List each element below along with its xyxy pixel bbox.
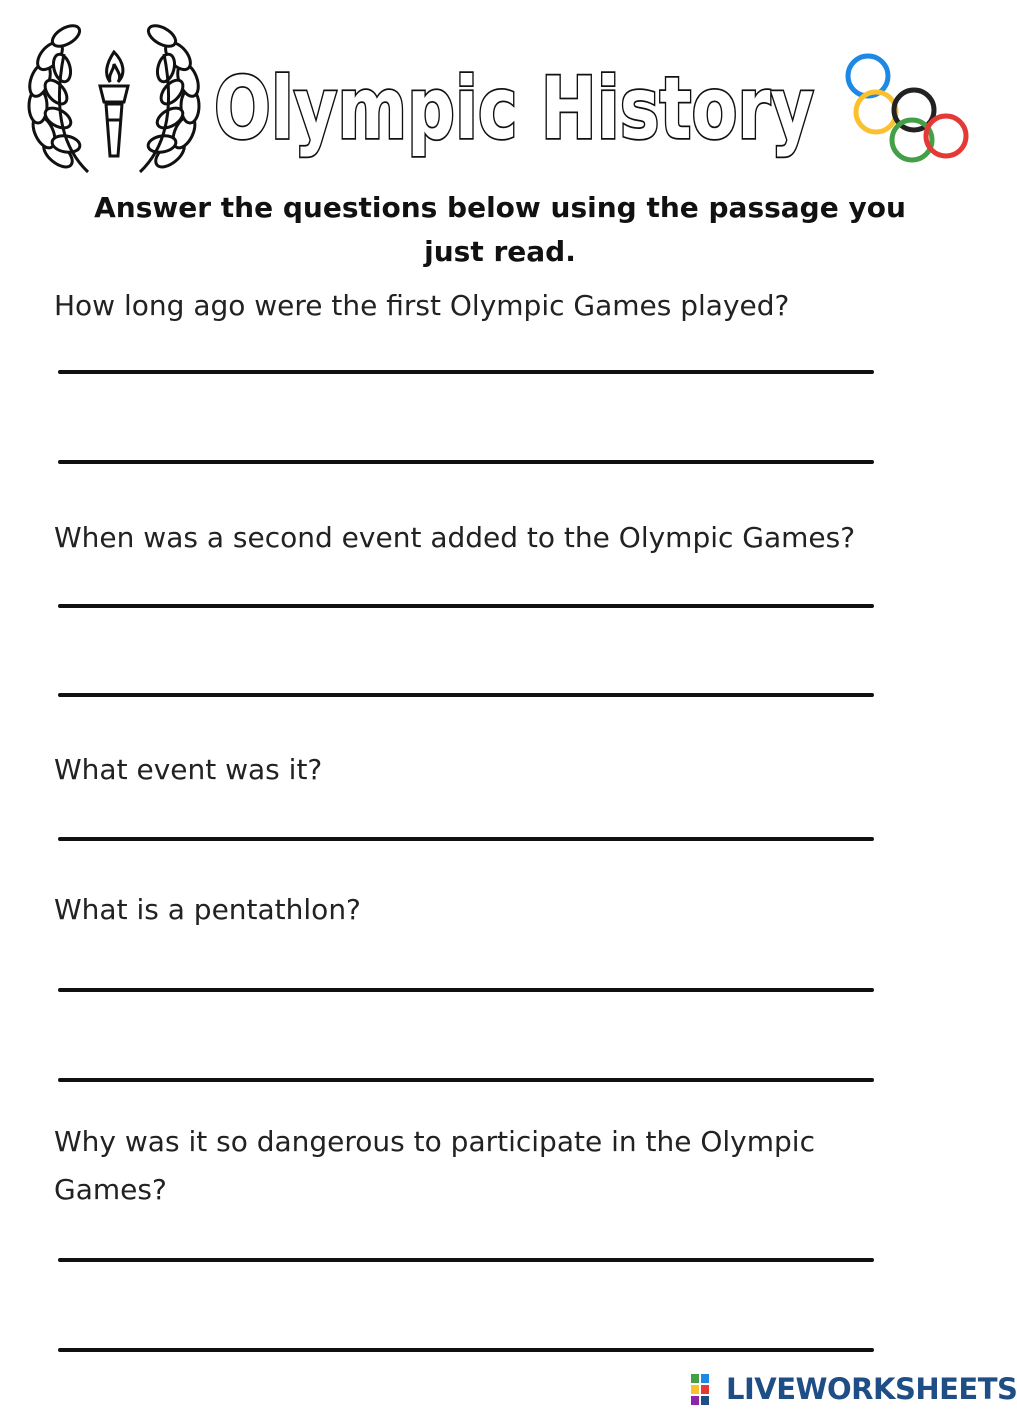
liveworksheets-logo-icon [690,1372,722,1406]
answer-line[interactable] [58,1258,874,1262]
question-5: Why was it so dangerous to participate in the Olympic Games? [54,1125,815,1206]
question-4: What is a pentathlon? [54,893,361,926]
answer-line[interactable] [58,693,874,697]
answer-line[interactable] [58,1348,874,1352]
laurel-wreath-torch-icon [28,14,200,184]
question-1: How long ago were the first Olympic Games played? [54,289,790,322]
page-title [210,50,830,180]
blue-ring [848,56,888,96]
footer-brand-text: LIVEWORKSHEETS [726,1372,1017,1406]
answer-line[interactable] [58,460,874,464]
answer-line[interactable] [58,1078,874,1082]
question-3: What event was it? [54,753,323,786]
olympic-rings-icon [836,48,976,166]
answer-line[interactable] [58,604,874,608]
page-title-text: Olympic History [214,59,814,159]
yellow-ring [856,92,896,132]
answer-line[interactable] [58,988,874,992]
footer-brand[interactable] [690,1368,1017,1410]
answer-line[interactable] [58,837,874,841]
instructions: Answer the questions below using the passage you just read. [94,191,906,268]
answer-line[interactable] [58,370,874,374]
question-2: When was a second event added to the Olympic Games? [54,521,856,554]
